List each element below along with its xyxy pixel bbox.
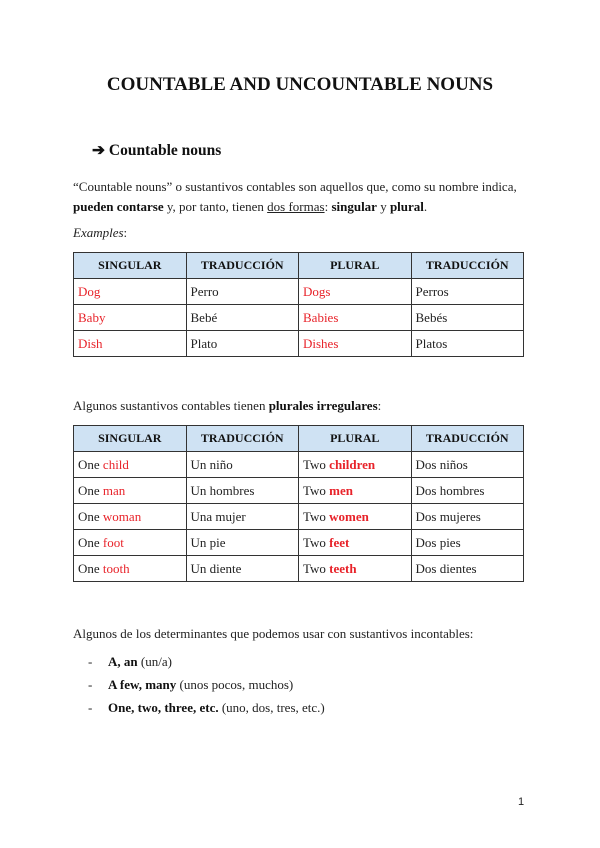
- table-row: [74, 504, 524, 530]
- cell: Una mujer: [186, 504, 299, 530]
- cell: Dos dientes: [411, 556, 524, 582]
- cell: Un hombres: [186, 478, 299, 504]
- cell: Two children: [299, 452, 412, 478]
- table-row: [74, 478, 524, 504]
- table-row: [74, 452, 524, 478]
- cell: Perros: [411, 279, 524, 305]
- cell: Two teeth: [299, 556, 412, 582]
- header-cell: PLURAL: [299, 426, 412, 452]
- cell: Dos niños: [411, 452, 524, 478]
- header-cell: TRADUCCIÓN: [411, 253, 524, 279]
- examples-label: Examples:: [73, 225, 128, 240]
- table-row: [74, 279, 524, 305]
- cell: Dishes: [299, 331, 412, 357]
- irregular-intro: Algunos sustantivos contables tienen plurales irregulares:: [73, 398, 382, 413]
- section-heading-text: Countable nouns: [108, 142, 222, 159]
- page-title: COUNTABLE AND UNCOUNTABLE NOUNS: [106, 74, 494, 95]
- regular-plurals-table: [73, 252, 524, 357]
- cell: Un diente: [186, 556, 299, 582]
- table-header-row: [74, 253, 524, 279]
- cell: One child: [74, 452, 187, 478]
- cell: One foot: [74, 530, 187, 556]
- cell: Bebés: [411, 305, 524, 331]
- list-item: - One, two, three, etc. (uno, dos, tres, etc.): [88, 700, 325, 715]
- cell: One tooth: [74, 556, 187, 582]
- cell: One man: [74, 478, 187, 504]
- cell: Perro: [186, 279, 299, 305]
- table-row: [74, 305, 524, 331]
- cell: Dos hombres: [411, 478, 524, 504]
- cell: Dos mujeres: [411, 504, 524, 530]
- cell: One woman: [74, 504, 187, 530]
- cell: Two women: [299, 504, 412, 530]
- cell: Dogs: [299, 279, 412, 305]
- header-cell: PLURAL: [299, 253, 412, 279]
- irregular-plurals-table: [73, 425, 524, 582]
- table-row: [74, 331, 524, 357]
- cell: Dog: [74, 279, 187, 305]
- header-cell: TRADUCCIÓN: [411, 426, 524, 452]
- cell: Bebé: [186, 305, 299, 331]
- cell: Baby: [74, 305, 187, 331]
- cell: Two feet: [299, 530, 412, 556]
- section-heading: [92, 141, 221, 160]
- cell: Un niño: [186, 452, 299, 478]
- table-row: [74, 530, 524, 556]
- intro-paragraph: “Countable nouns” o sustantivos contables son aquellos que, como su nombre indica, pueden contarse y, por tanto, tienen dos formas: singular y plural.: [73, 179, 517, 214]
- table-row: [74, 556, 524, 582]
- table-header-row: [74, 426, 524, 452]
- cell: Two men: [299, 478, 412, 504]
- list-item: - A, an (un/a): [88, 654, 172, 669]
- determiners-intro: Algunos de los determinantes que podemos usar con sustantivos incontables:: [73, 626, 474, 641]
- header-cell: TRADUCCIÓN: [186, 253, 299, 279]
- header-cell: TRADUCCIÓN: [186, 426, 299, 452]
- cell: Plato: [186, 331, 299, 357]
- cell: Dish: [74, 331, 187, 357]
- list-item: - A few, many (unos pocos, muchos): [88, 677, 294, 692]
- header-cell: SINGULAR: [74, 253, 187, 279]
- determiners-list: [88, 652, 325, 721]
- cell: Platos: [411, 331, 524, 357]
- arrow-icon: ➔: [92, 142, 105, 159]
- header-cell: SINGULAR: [74, 426, 187, 452]
- cell: Dos pies: [411, 530, 524, 556]
- cell: Babies: [299, 305, 412, 331]
- cell: Un pie: [186, 530, 299, 556]
- page-number: 1: [518, 796, 525, 808]
